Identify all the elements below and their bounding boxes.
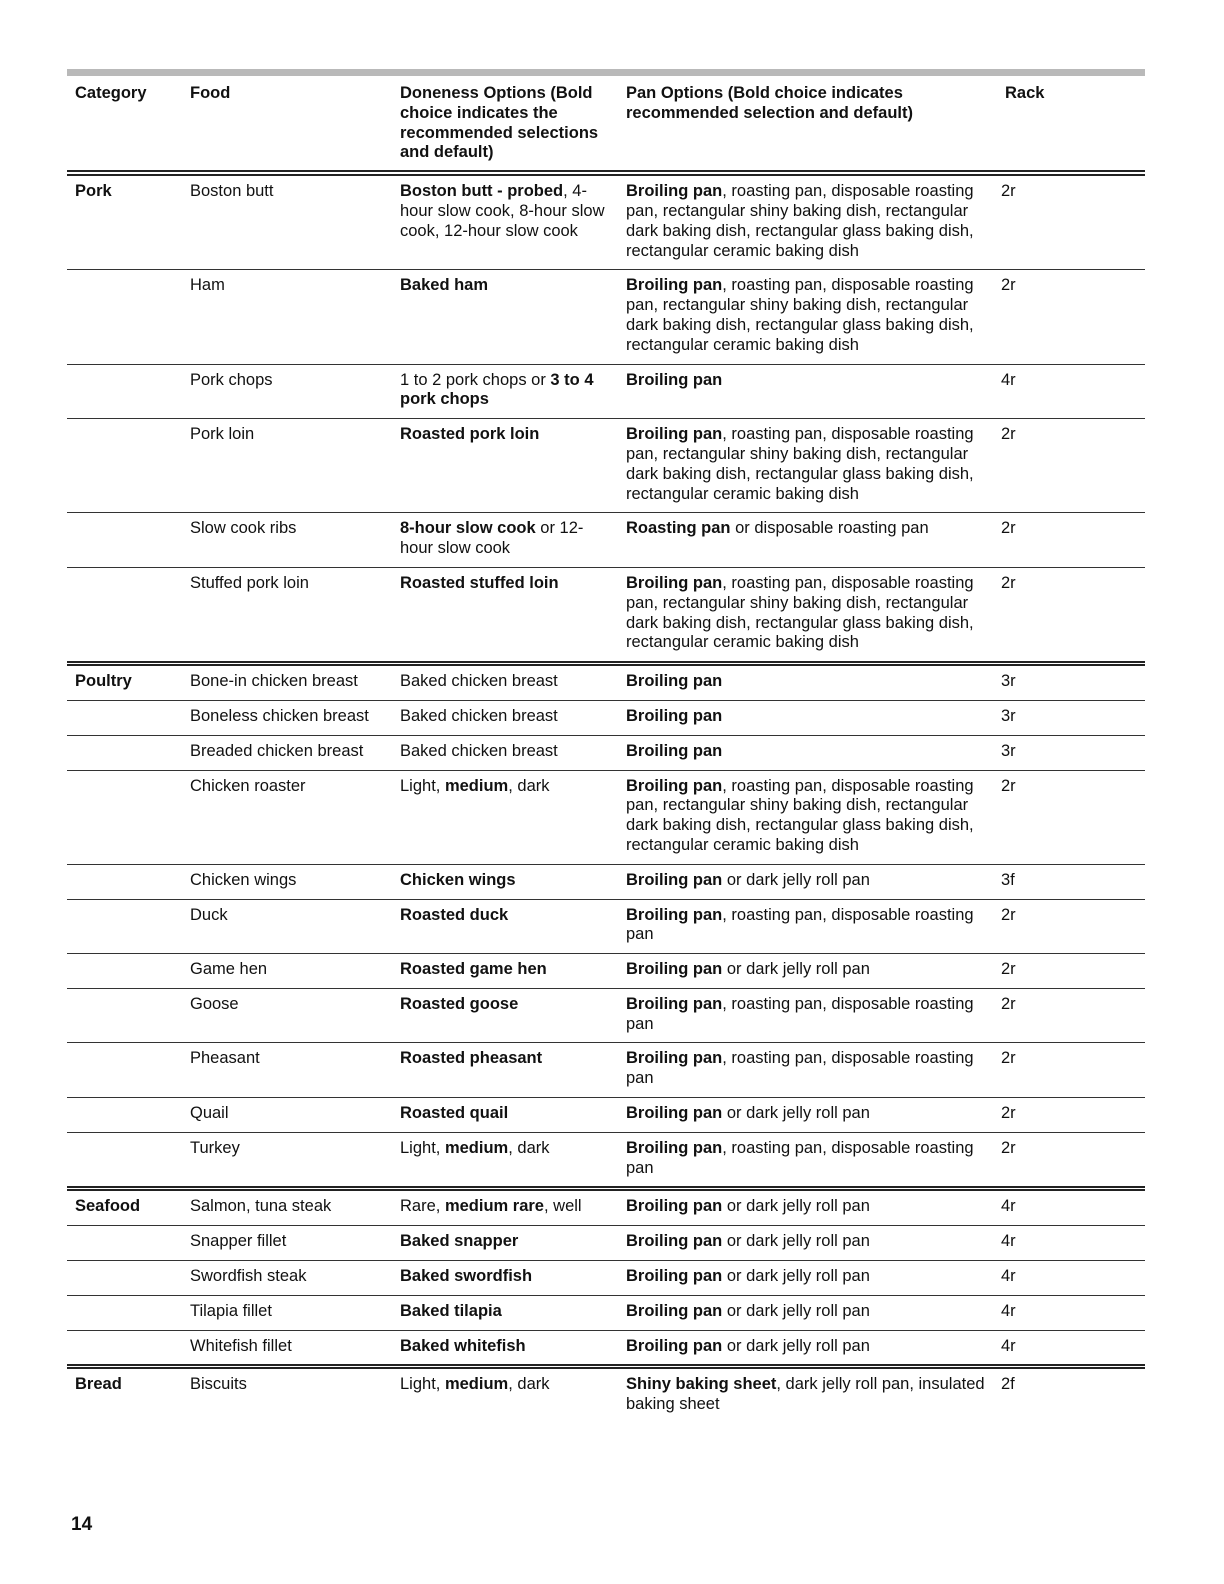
category-cell: Pork	[67, 173, 182, 270]
rack-cell: 3f	[997, 864, 1145, 899]
pan-segment: Broiling pan	[626, 960, 723, 979]
doneness-cell	[392, 1043, 618, 1098]
category-cell	[67, 513, 182, 568]
pan-segment: Broiling pan	[626, 573, 723, 592]
doneness-segment: , dark	[508, 1138, 550, 1157]
doneness-segment: , dark	[508, 1375, 550, 1394]
pan-segment: , roasting pan, disposable roasting pan, rectangular shiny baking dish, rectangular dark baking dish, rectangular glass baking dish, rectangular ceramic baking dish	[626, 182, 974, 260]
food-cell: Tilapia fillet	[182, 1295, 392, 1330]
table-row	[67, 735, 1145, 770]
doneness-cell	[392, 1226, 618, 1261]
table-row	[67, 899, 1145, 954]
pan-segment: , roasting pan, disposable roasting pan, rectangular shiny baking dish, rectangular dark baking dish, rectangular glass baking dish, rectangular ceramic baking dish	[626, 776, 974, 854]
doneness-segment: 8-hour slow cook	[400, 519, 536, 538]
doneness-cell	[392, 1367, 618, 1423]
pan-segment: Broiling pan	[626, 1197, 723, 1216]
food-cell: Pork loin	[182, 419, 392, 513]
pan-segment: , roasting pan, disposable roasting pan	[626, 1049, 974, 1088]
food-cell: Biscuits	[190, 1375, 247, 1394]
pan-segment: , roasting pan, disposable roasting pan, rectangular shiny baking dish, rectangular dark baking dish, rectangular glass baking dish, rectangular ceramic baking dish	[626, 425, 974, 503]
category-cell	[67, 1226, 182, 1261]
doneness-segment: Roasted pheasant	[400, 1049, 543, 1068]
table-row	[67, 270, 1145, 364]
rack-cell: 2f	[1001, 1375, 1015, 1394]
doneness-segment: Chicken wings	[400, 870, 516, 889]
header-food: Food	[182, 73, 392, 174]
rack-cell: 2r	[997, 1132, 1145, 1189]
rack-cell: 2r	[997, 988, 1145, 1043]
pan-segment: Broiling pan	[626, 905, 723, 924]
pan-cell	[618, 899, 997, 954]
rack-cell: 4r	[997, 1295, 1145, 1330]
food-cell: Bone-in chicken breast	[182, 664, 392, 701]
doneness-cell	[392, 270, 618, 364]
pan-segment: or dark jelly roll pan	[722, 1232, 870, 1251]
doneness-segment: 1 to 2 pork chops or	[400, 370, 551, 389]
pan-segment: or dark jelly roll pan	[722, 1104, 870, 1123]
rack-cell: 2r	[997, 954, 1145, 989]
doneness-segment: , 4-hour slow cook, 8-hour slow cook, 12-hour slow cook	[400, 182, 605, 240]
pan-cell	[618, 954, 997, 989]
rack-cell: 2r	[997, 270, 1145, 364]
category-cell	[67, 899, 182, 954]
pan-cell	[618, 1295, 997, 1330]
table-row	[67, 173, 1145, 270]
header-doneness: Doneness Options (Bold choice indicates the recommended selections and default)	[392, 73, 618, 174]
doneness-segment: medium	[444, 1138, 509, 1157]
pan-cell	[618, 864, 997, 899]
pan-cell	[618, 700, 997, 735]
food-cell: Snapper fillet	[182, 1226, 392, 1261]
pan-segment: , roasting pan, disposable roasting pan	[626, 1138, 974, 1177]
doneness-cell	[392, 1295, 618, 1330]
pan-cell	[618, 770, 997, 864]
pan-segment: , roasting pan, disposable roasting pan, rectangular shiny baking dish, rectangular dark baking dish, rectangular glass baking dish, rectangular ceramic baking dish	[626, 573, 974, 652]
category-cell: Bread	[75, 1375, 122, 1394]
category-cell	[67, 988, 182, 1043]
doneness-segment: Roasted duck	[400, 905, 509, 924]
doneness-segment: Roasted stuffed loin	[400, 573, 559, 592]
doneness-segment: Baked snapper	[400, 1232, 519, 1251]
pan-cell	[618, 1261, 997, 1296]
category-cell	[67, 567, 182, 663]
doneness-segment: medium rare	[444, 1197, 544, 1216]
pan-cell	[618, 988, 997, 1043]
food-cell: Stuffed pork loin	[182, 567, 392, 663]
doneness-cell	[392, 513, 618, 568]
doneness-cell	[392, 1132, 618, 1189]
header-rack: Rack	[997, 73, 1145, 174]
doneness-segment: Light,	[400, 1375, 445, 1394]
food-cell: Quail	[182, 1098, 392, 1133]
doneness-cell	[392, 1330, 618, 1367]
pan-cell	[618, 513, 997, 568]
doneness-segment: Roasted goose	[400, 994, 519, 1013]
doneness-segment: Light,	[400, 1138, 445, 1157]
doneness-cell	[392, 899, 618, 954]
table-row	[67, 364, 1145, 419]
doneness-segment: Boston butt - probed	[400, 182, 564, 201]
pan-segment: or dark jelly roll pan	[722, 1267, 870, 1286]
header-row	[67, 73, 1145, 174]
category-cell	[67, 1132, 182, 1189]
pan-segment: or disposable roasting pan	[730, 519, 929, 538]
pan-segment: Broiling pan	[626, 182, 723, 201]
rack-cell: 2r	[997, 513, 1145, 568]
pan-cell	[618, 567, 997, 663]
category-cell: Seafood	[67, 1189, 182, 1226]
rack-cell: 3r	[997, 700, 1145, 735]
doneness-segment: Roasted quail	[400, 1104, 509, 1123]
pan-cell	[618, 1043, 997, 1098]
pan-segment: Broiling pan	[626, 1138, 723, 1157]
table-row	[67, 1098, 1145, 1133]
food-cell: Game hen	[182, 954, 392, 989]
doneness-cell	[392, 1261, 618, 1296]
pan-segment: Broiling pan	[626, 1232, 723, 1251]
table-row	[67, 1330, 1145, 1367]
rack-cell: 2r	[997, 770, 1145, 864]
category-cell	[67, 1098, 182, 1133]
food-cell: Duck	[182, 899, 392, 954]
food-cell: Pork chops	[182, 364, 392, 419]
category-cell	[67, 770, 182, 864]
table-row	[67, 1132, 1145, 1189]
pan-segment: , roasting pan, disposable roasting pan, rectangular shiny baking dish, rectangular dark baking dish, rectangular glass baking dish, rectangular ceramic baking dish	[626, 276, 974, 354]
food-cell: Ham	[182, 270, 392, 364]
table-row	[67, 513, 1145, 568]
category-cell	[67, 1043, 182, 1098]
food-cell: Boneless chicken breast	[182, 700, 392, 735]
pan-segment: Broiling pan	[626, 870, 723, 889]
rack-cell: 4r	[997, 1226, 1145, 1261]
table-row	[67, 1295, 1145, 1330]
pan-cell	[618, 173, 997, 270]
food-cell: Swordfish steak	[182, 1261, 392, 1296]
pan-segment: Broiling pan	[626, 776, 723, 795]
food-cell: Goose	[182, 988, 392, 1043]
header-category: Category	[67, 73, 182, 174]
doneness-segment: Baked chicken breast	[400, 672, 558, 691]
table-row	[67, 1043, 1145, 1098]
pan-segment: Broiling pan	[626, 1104, 723, 1123]
pan-segment: Broiling pan	[626, 276, 723, 295]
category-cell	[67, 270, 182, 364]
rack-cell: 2r	[997, 1043, 1145, 1098]
doneness-segment: medium	[444, 776, 509, 795]
pan-segment: Roasting pan	[626, 519, 731, 538]
doneness-segment: Baked ham	[400, 276, 489, 295]
doneness-segment: Baked swordfish	[400, 1267, 533, 1286]
rack-cell: 2r	[997, 1098, 1145, 1133]
pan-cell	[618, 1132, 997, 1189]
pan-segment: Broiling pan	[626, 994, 723, 1013]
doneness-segment: , dark	[508, 776, 550, 795]
category-cell	[67, 864, 182, 899]
table-row	[67, 700, 1145, 735]
doneness-segment: Baked whitefish	[400, 1336, 526, 1355]
doneness-cell	[392, 419, 618, 513]
food-cell: Pheasant	[182, 1043, 392, 1098]
category-cell	[67, 1261, 182, 1296]
doneness-cell	[392, 735, 618, 770]
table-row	[67, 1261, 1145, 1296]
category-cell: Poultry	[67, 664, 182, 701]
pan-segment: Broiling pan	[626, 706, 723, 725]
category-cell	[67, 1330, 182, 1367]
doneness-cell	[392, 700, 618, 735]
food-cell: Salmon, tuna steak	[182, 1189, 392, 1226]
table-row	[67, 954, 1145, 989]
table-row	[67, 419, 1145, 513]
rack-cell: 4r	[997, 1330, 1145, 1367]
food-cell: Breaded chicken breast	[182, 735, 392, 770]
table-row	[67, 988, 1145, 1043]
doneness-segment: Baked chicken breast	[400, 706, 558, 725]
food-cell: Slow cook ribs	[182, 513, 392, 568]
doneness-segment: , well	[543, 1197, 582, 1216]
doneness-segment: Baked chicken breast	[400, 741, 558, 760]
table-row	[67, 567, 1145, 663]
category-cell	[67, 735, 182, 770]
doneness-cell	[392, 864, 618, 899]
pan-cell	[618, 1189, 997, 1226]
pan-segment: , roasting pan, disposable roasting pan	[626, 994, 974, 1033]
doneness-segment: Roasted pork loin	[400, 425, 540, 444]
pan-segment: Broiling pan	[626, 1301, 723, 1320]
rack-cell: 2r	[997, 419, 1145, 513]
pan-segment: or dark jelly roll pan	[722, 1301, 870, 1320]
cooking-chart-table	[67, 69, 1145, 1423]
pan-segment: Broiling pan	[626, 741, 723, 760]
pan-segment: or dark jelly roll pan	[722, 960, 870, 979]
rack-cell: 2r	[997, 899, 1145, 954]
rack-cell: 3r	[997, 735, 1145, 770]
table-row	[67, 864, 1145, 899]
category-cell	[67, 700, 182, 735]
food-cell: Chicken wings	[182, 864, 392, 899]
pan-cell	[618, 1367, 997, 1423]
doneness-segment: Rare,	[400, 1197, 445, 1216]
table-row	[67, 1226, 1145, 1261]
rack-cell: 4r	[997, 1189, 1145, 1226]
doneness-cell	[392, 664, 618, 701]
doneness-segment: medium	[444, 1375, 509, 1394]
food-cell: Chicken roaster	[182, 770, 392, 864]
pan-segment: Broiling pan	[626, 1336, 723, 1355]
pan-segment: Broiling pan	[626, 370, 723, 389]
doneness-segment: Roasted game hen	[400, 960, 547, 979]
category-cell	[67, 364, 182, 419]
pan-cell	[618, 270, 997, 364]
pan-segment: or dark jelly roll pan	[722, 870, 870, 889]
food-cell: Turkey	[182, 1132, 392, 1189]
table-body	[67, 173, 1145, 1423]
pan-segment: or dark jelly roll pan	[722, 1336, 870, 1355]
doneness-cell	[392, 1098, 618, 1133]
doneness-cell	[392, 770, 618, 864]
food-cell: Boston butt	[182, 173, 392, 270]
pan-segment: or dark jelly roll pan	[722, 1197, 870, 1216]
doneness-segment: Baked tilapia	[400, 1301, 502, 1320]
table-row	[67, 1189, 1145, 1226]
pan-cell	[618, 1226, 997, 1261]
pan-segment: Broiling pan	[626, 425, 723, 444]
doneness-cell	[392, 173, 618, 270]
category-cell	[67, 419, 182, 513]
doneness-cell	[392, 954, 618, 989]
category-cell	[67, 1295, 182, 1330]
food-cell: Whitefish fillet	[182, 1330, 392, 1367]
page-number: 14	[71, 1514, 93, 1535]
pan-cell	[618, 364, 997, 419]
doneness-segment: Light,	[400, 776, 445, 795]
pan-cell	[618, 1330, 997, 1367]
rack-cell: 2r	[997, 173, 1145, 270]
pan-segment: , dark jelly roll pan, insulated baking sheet	[626, 1375, 985, 1414]
table-row	[67, 1367, 1145, 1423]
doneness-segment: 3 to 4 pork chops	[400, 370, 594, 409]
doneness-cell	[392, 988, 618, 1043]
pan-cell	[618, 419, 997, 513]
pan-segment: Broiling pan	[626, 672, 723, 691]
header-pan: Pan Options (Bold choice indicates recommended selection and default)	[618, 73, 997, 174]
doneness-segment: or 12-hour slow cook	[400, 519, 584, 558]
pan-segment: , roasting pan, disposable roasting pan	[626, 905, 974, 944]
pan-segment: Broiling pan	[626, 1049, 723, 1068]
category-cell	[67, 954, 182, 989]
pan-segment: Broiling pan	[626, 1267, 723, 1286]
rack-cell: 2r	[997, 567, 1145, 663]
table-row	[67, 770, 1145, 864]
pan-cell	[618, 664, 997, 701]
pan-cell	[618, 735, 997, 770]
pan-segment: Shiny baking sheet	[626, 1375, 777, 1394]
pan-cell	[618, 1098, 997, 1133]
doneness-cell	[392, 567, 618, 663]
table-row	[67, 664, 1145, 701]
doneness-cell	[392, 1189, 618, 1226]
rack-cell: 4r	[997, 1261, 1145, 1296]
doneness-cell	[392, 364, 618, 419]
rack-cell: 3r	[997, 664, 1145, 701]
rack-cell: 4r	[997, 364, 1145, 419]
